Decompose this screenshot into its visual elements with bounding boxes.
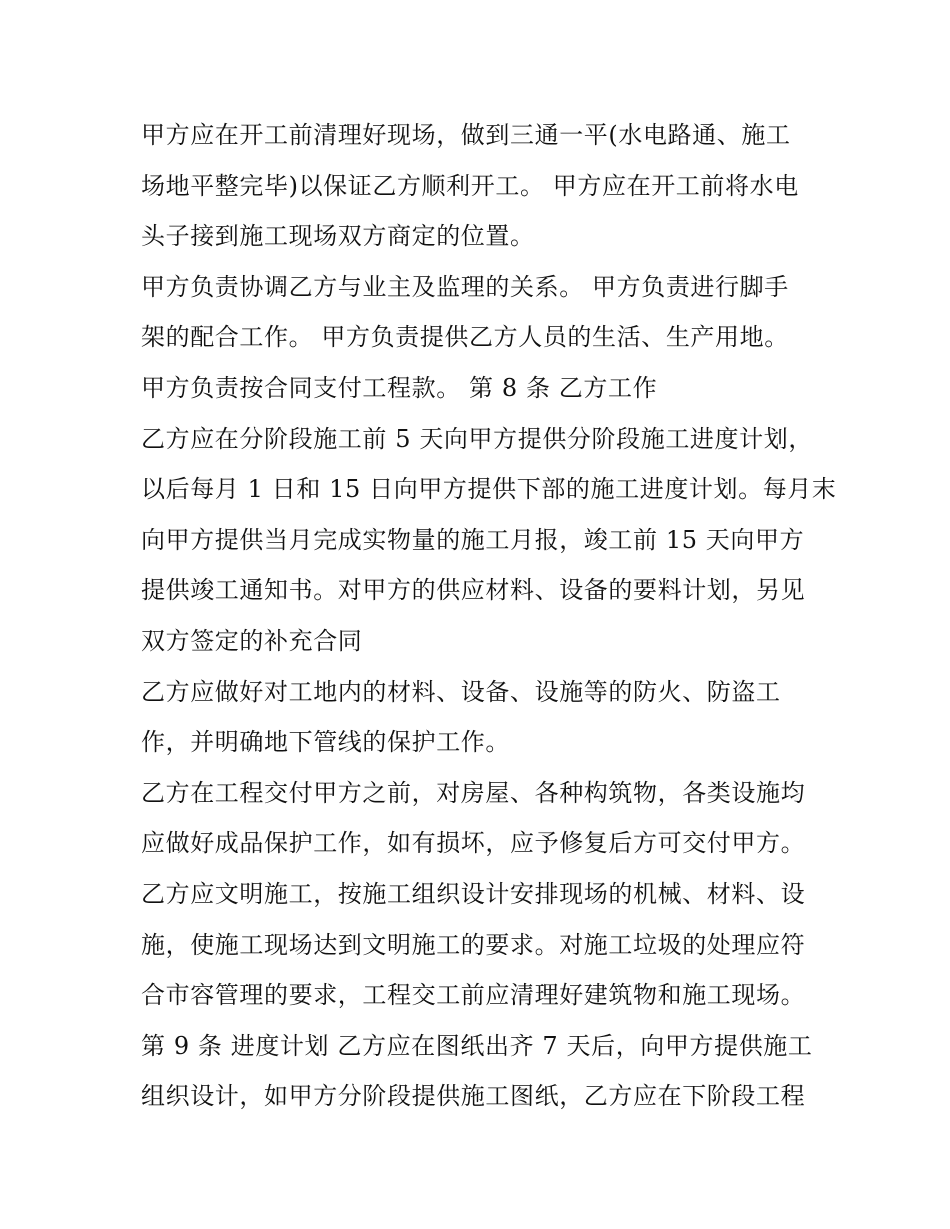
text-line: 架的配合工作。 甲方负责提供乙方人员的生活、生产用地。 [141,323,789,352]
text-line: 以后每月 1 日和 15 日向甲方提供下部的施工进度计划。每月末 [141,475,837,504]
text-line: 甲方负责按合同支付工程款。 第 8 条 乙方工作 [141,373,658,402]
text-line: 施，使施工现场达到文明施工的要求。对施工垃圾的处理应符 [141,930,806,959]
text-line: 第 9 条 进度计划 乙方应在图纸出齐 7 天后，向甲方提供施工 [141,1031,813,1060]
text-line: 乙方应文明施工，按施工组织设计安排现场的机械、材料、设 [141,879,806,908]
text-line: 双方签定的补充合同 [141,626,363,655]
text-line: 向甲方提供当月完成实物量的施工月报，竣工前 15 天向甲方 [141,525,805,554]
text-line: 应做好成品保护工作，如有损坏，应予修复后方可交付甲方。 [141,829,806,858]
text-line: 作，并明确地下管线的保护工作。 [141,728,510,757]
text-line: 头子接到施工现场双方商定的位置。 [141,222,535,251]
text-line: 组织设计，如甲方分阶段提供施工图纸，乙方应在下阶段工程 [141,1082,806,1111]
text-line: 乙方应做好对工地内的材料、设备、设施等的防火、防盗工 [141,677,781,706]
text-line: 乙方在工程交付甲方之前，对房屋、各种构筑物，各类设施均 [141,778,806,807]
text-line: 合市容管理的要求，工程交工前应清理好建筑物和施工现场。 [141,981,806,1010]
text-line: 提供竣工通知书。对甲方的供应材料、设备的要料计划，另见 [141,576,806,605]
text-line: 甲方应在开工前清理好现场，做到三通一平(水电路通、施工 [141,121,791,149]
text-line: 甲方负责协调乙方与业主及监理的关系。 甲方负责进行脚手 [141,272,789,301]
document-body [141,110,837,1122]
text-line: 乙方应在分阶段施工前 5 天向甲方提供分阶段施工进度计划， [141,424,813,453]
text-line: 场地平整完毕)以保证乙方顺利开工。 甲方应在开工前将水电 [141,171,799,200]
